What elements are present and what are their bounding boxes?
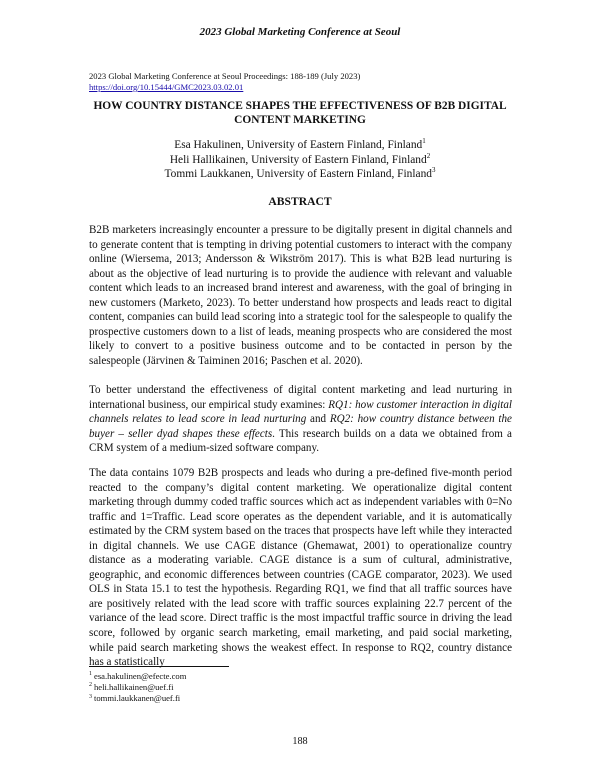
abstract-paragraph-2 bbox=[89, 383, 512, 456]
author-line bbox=[0, 167, 600, 182]
research-question-2: RQ2: how country distance between the buyer – seller dyad shapes these effects bbox=[89, 413, 512, 440]
paragraph-text: The data contains 1079 B2B prospects and leads who during a pre-defined five-month period reacted to the company’s digital content marketing. We operationalize digital content marketing through dummy coded traffic sources which act as independent variables with 0=No traffic and 1=Traffic. Lead score operates as the dependent variable, and it is automatically estimated by the CRM system based on the traces that prospects have left while they interacted in digital channels. We use CAGE distance (Ghemawat, 2001) to operationalize country distance as a moderating variable. CAGE distance is a sum of cultural, administrative, geographic, and economic differences between countries (CAGE comparator, 2023). We used OLS in Stata 15.1 to test the hypothesis. Regarding RQ1, we find that all traffic sources have are positively related with the lead score with traffic sources explaining 22.7 percent of the variance of the lead score. Direct traffic is the most impactful traffic source in driving the lead score, followed by organic search marketing, email marketing, and paid social marketing, while paid search marketing shows the weakest effect. In response to RQ2, country distance has a statistically bbox=[89, 467, 512, 669]
footnote-marker: 2 bbox=[426, 151, 431, 160]
doi-link[interactable]: https://doi.org/10.15444/GMC2023.03.02.01 bbox=[89, 82, 244, 92]
author-name: Tommi Laukkanen, University of Eastern Finland, Finland bbox=[164, 168, 432, 181]
author-line bbox=[0, 138, 600, 153]
paper-title: HOW COUNTRY DISTANCE SHAPES THE EFFECTIVENESS OF B2B DIGITAL CONTENT MARKETING bbox=[93, 100, 507, 126]
proceedings-info bbox=[89, 71, 360, 93]
abstract-paragraph-3 bbox=[89, 466, 512, 670]
author-name: Esa Hakulinen, University of Eastern Finland, Finland bbox=[174, 139, 423, 151]
footnote bbox=[89, 682, 186, 693]
footnote-email: heli.hallikainen@uef.fi bbox=[94, 682, 174, 693]
author-list bbox=[0, 138, 600, 182]
footnote bbox=[89, 693, 186, 704]
author-line bbox=[0, 153, 600, 168]
abstract-heading: ABSTRACT bbox=[268, 195, 332, 208]
author-name: Heli Hallikainen, University of Eastern Finland, Finland bbox=[169, 153, 427, 166]
footnote-divider bbox=[89, 666, 229, 667]
text-run: . This research builds on a data we obtained from a CRM system of a medium-sized software company. bbox=[89, 427, 512, 455]
paragraph-text: B2B marketers increasingly encounter a pressure to be digitally present in digital channels and to generate content that is tempting in driving potential customers to interact with the company online (Wiersema, 2013; Andersson & Wikström 2017). This is what B2B lead nurturing is about as the objective of lead nurturing is to provide the audience with relevant and valuable content which leads to an increased brand interest and awareness, with the goal of bringing in new customers (Marketo, 2023). To better understand how prospects and leads react to digital content, companies can build lead scoring into a strategic tool for the salespeople to qualify the prospective customers down to a list of leads, meaning prospects who are considered the most likely to convert to a positive business outcome and to be contacted in person by the salespeople (Järvinen & Taiminen 2016; Paschen et al. 2020). bbox=[89, 224, 512, 367]
abstract-paragraph-1 bbox=[89, 223, 512, 368]
footnote-email: tommi.laukkanen@uef.fi bbox=[94, 693, 181, 704]
footnote-marker: 1 bbox=[89, 671, 92, 678]
footnotes bbox=[89, 671, 186, 705]
footnote-marker: 2 bbox=[89, 682, 92, 689]
footnote-marker: 3 bbox=[431, 166, 436, 175]
paragraph-text bbox=[89, 383, 512, 456]
running-head: 2023 Global Marketing Conference at Seoul bbox=[199, 26, 401, 38]
proceedings-citation: 2023 Global Marketing Conference at Seoul Proceedings: 188-189 (July 2023) bbox=[89, 71, 361, 81]
footnote-marker: 3 bbox=[89, 693, 92, 700]
text-run: To better understand the effectiveness of digital content marketing and lead nurturing in international business, our empirical study examines: bbox=[89, 384, 512, 411]
research-question-1: RQ1: how customer interaction in digital channels relates to lead score in lead nurturing bbox=[89, 398, 512, 426]
text-run: and bbox=[306, 413, 330, 426]
footnote bbox=[89, 671, 186, 682]
footnote-marker: 1 bbox=[422, 137, 426, 146]
footnote-email: esa.hakulinen@efecte.com bbox=[94, 671, 187, 681]
page-number: 188 bbox=[292, 736, 308, 747]
